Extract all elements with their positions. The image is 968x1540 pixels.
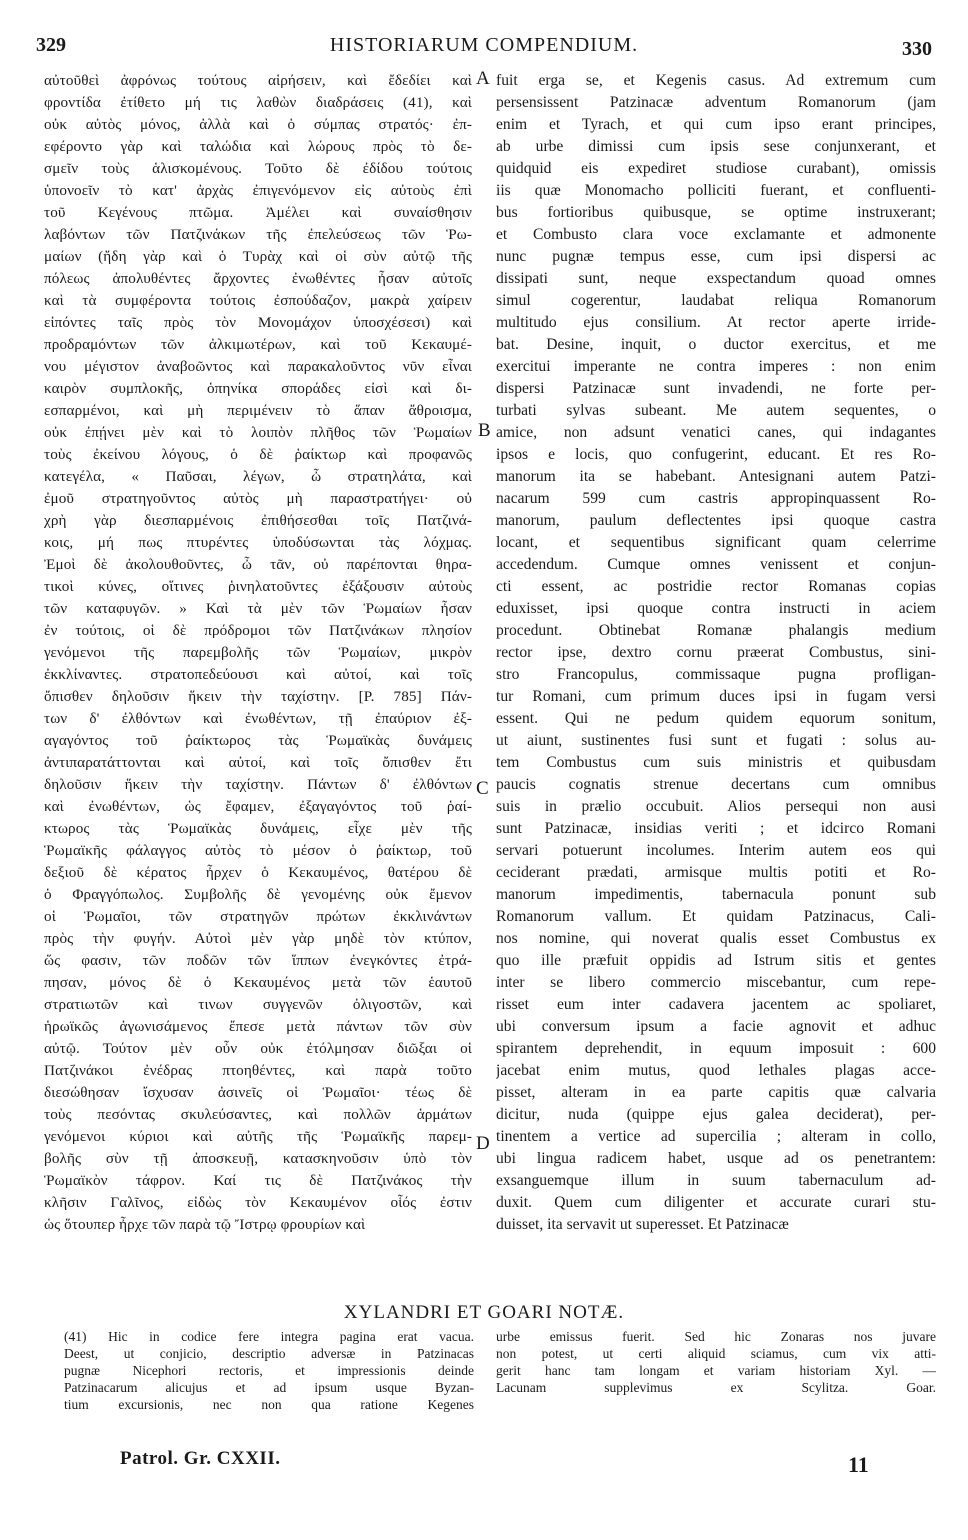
latin-text-line: dispersi Patzinacæ sunt invadendi, ne forte per-	[496, 380, 936, 397]
greek-text-line: τοὺς ἐκείνου λόγους, ὁ δὲ ῥαίκτωρ καὶ προφανῶς	[44, 446, 472, 463]
latin-text-line: ubi conversum ipsum a facie agnovit et adhuc	[496, 1018, 936, 1035]
note-line: gerit hanc tam longam et variam historiam Xyl. —	[496, 1363, 936, 1378]
greek-text-line: κλῆσιν Γαλῖνος, εἰδὼς τὸν Κεκαυμένον οἷός ἐστιν	[44, 1194, 472, 1211]
latin-text-line: turbati sylvas subeant. Me autem sequentes, o	[496, 402, 936, 419]
greek-text-line: καιρὸν συμπλοκῆς, ὁπηνίκα σποράδες εἰσὶ καὶ δι-	[44, 380, 472, 397]
greek-text-line: πησαν, μόνος δὲ ὁ Κεκαυμένος μετὰ τῶν ἑαυτοῦ	[44, 974, 472, 991]
latin-text-line: spirantem deprehendit, in equum imposuit : 600	[496, 1040, 936, 1057]
note-line: pugnæ Nicephori rectoris, et impressionis deinde	[64, 1363, 474, 1378]
latin-text-line: nunc pugnæ tempus esse, cum ipsi dispersi ac	[496, 248, 936, 265]
latin-text-line: bat. Desine, inquit, o ductor exercitus, et me	[496, 336, 936, 353]
note-line: Patzinacarum alicujus et ad ipsum usque Byzan-	[64, 1380, 474, 1395]
greek-text-line: γενόμενοι κύριοι καὶ αὐτῆς τῆς Ῥωμαϊκῆς παρεμ-	[44, 1128, 472, 1145]
note-line: Lacunam supplevimus ex Scylitza. Goar.	[496, 1380, 936, 1395]
latin-text-line: manorum, paulum deflectentes ipsi quoque castra	[496, 512, 936, 529]
latin-text-line: locant, et sequentibus significant quam celerrime	[496, 534, 936, 551]
greek-text-line: λαβόντων τῶν Πατζινάκων τῆς ἐπελεύσεως τῶν Ῥω-	[44, 226, 472, 243]
greek-text-line: εἰπόντες ταῖς πρὸς τὸν Μονομάχον ὑποσχέσεσι) καὶ	[44, 314, 472, 331]
latin-text-line: exsanguemque illum in suum tabernaculum ad-	[496, 1172, 936, 1189]
running-header	[0, 34, 968, 64]
latin-text-line: risset eum inter cadavera jacentem ac spoliaret,	[496, 996, 936, 1013]
greek-text-line: βολῆς σὺν τῇ ἀποσκευῇ, κατασκηνοῦσιν ὑπὸ τὸν	[44, 1150, 472, 1167]
latin-text-line: iis quæ Monomacho polliciti fuerant, et confluenti-	[496, 182, 936, 199]
greek-text-line: εσπαρμένοι, καὶ μὴ περιμένειν τὸ ἅπαν ἄθροισμα,	[44, 402, 472, 419]
greek-text-line: οἱ Ῥωμαῖοι, τῶν στρατηγῶν πρώτων ἐκκλινάντων	[44, 908, 472, 925]
latin-text-line: ubi lingua radicem habet, usque ad os penetrantem:	[496, 1150, 936, 1167]
greek-text-line: αγαγόντος τοῦ ῥαίκτωρος τὰς Ῥωμαϊκὰς δυνάμεις	[44, 732, 472, 749]
latin-text-column	[496, 70, 936, 1236]
greek-text-line: Ῥωμαϊκὸν τάφρον. Καί τις δὲ Πατζινάκος τὴν	[44, 1172, 472, 1189]
greek-text-line: τῶν καταφυγῶν. » Καὶ τὰ μὲν τῶν Ῥωμαίων ἦσαν	[44, 600, 472, 617]
greek-text-line: χρὴ γὰρ διεσπαρμένοις ἐπιθήσεσθαι τοῖς Πατζινά-	[44, 512, 472, 529]
greek-text-line: εφέροντο γὰρ καὶ ταλώδια καὶ λώρους πρὸς τὸ δε-	[44, 138, 472, 155]
note-line: tium excursionis, nec non qua ratione Kegenes	[64, 1397, 474, 1412]
latin-text-line: bus fortioribus quibusque, se optime instruxerant;	[496, 204, 936, 221]
greek-text-line: καὶ ἐνωθέντων, ὡς ἔφαμεν, ἐξαγαγόντος τοῦ ῥαί-	[44, 798, 472, 815]
latin-text-line: tur Romani, cum primum duces ipsi in fugam versi	[496, 688, 936, 705]
greek-text-line: Πατζινάκοι ἐνέδρας πτοηθέντες, καὶ παρὰ τοῦτο	[44, 1062, 472, 1079]
latin-text-line: jacebat enim mutus, quod lethales plagas acce-	[496, 1062, 936, 1079]
latin-text-line: exercitui imperante ne contra imperes : non enim	[496, 358, 936, 375]
latin-text-line: suis in prælio occubuit. Alios persequi non ausi	[496, 798, 936, 815]
greek-text-line: φροντίδα ἐτίθετο μή τις λαθὼν διαδράσεις (41), καὶ	[44, 94, 472, 111]
latin-text-line: tem Combustus cum suis ministris et quibusdam	[496, 754, 936, 771]
latin-text-line: manorum ita se habebant. Antesignani autem Patzi-	[496, 468, 936, 485]
greek-text-line: ὁ Φραγγόπωλος. Συμβολῆς δὲ γενομένης οὐκ ἔμενον	[44, 886, 472, 903]
latin-text-line: amice, non adsunt venatici canes, qui indagantes	[496, 424, 936, 441]
greek-text-line: διεσώθησαν ἴσχυσαν ἀσινεῖς οἱ Ῥωμαῖοι· τέως δὲ	[44, 1084, 472, 1101]
latin-text-line: accedendum. Cumque omnes venissent et conjun-	[496, 556, 936, 573]
latin-text-line: servari potuerunt incolumes. Interim autem eos qui	[496, 842, 936, 859]
notes-left-column	[64, 1328, 474, 1413]
section-marker-d: D	[476, 1133, 490, 1154]
latin-text-line: eduxisset, ipsi quoque contra instructi in aciem	[496, 600, 936, 617]
greek-text-line: σμεῖν τοὺς ἁλισκομένους. Τοῦτο δὲ ἐδίδου τούτοις	[44, 160, 472, 177]
greek-text-line: πόλεως ἀπολυθέντες ἄρχοντες ἐνωθέντες ἦσαν αὐτοῖς	[44, 270, 472, 287]
latin-text-line: procedunt. Obtinebat Romanæ phalangis medium	[496, 622, 936, 639]
greek-text-line: ὡς ὅτουπερ ἦρχε τῶν παρὰ τῷ Ἴστρῳ φρουρίων καὶ	[44, 1216, 366, 1233]
greek-text-line: οὐκ αὐτὸς μόνος, ἀλλὰ καὶ ὁ σύμπας στρατός· ἐπ-	[44, 116, 472, 133]
notes-right-column	[496, 1328, 936, 1396]
greek-text-line: ἐκκλίναντες. στρατοπεδεύουσι καὶ αὐτοί, καὶ τοῖς	[44, 666, 472, 683]
greek-text-line: κατεγέλα, « Παῦσαι, λέγων, ὦ στρατηλάτα, καὶ	[44, 468, 472, 485]
latin-text-line: ipsos e locis, quo confugerint, educant. Et res Ro-	[496, 446, 936, 463]
latin-text-line: fuit erga se, et Kegenis casus. Ad extremum cum	[496, 72, 936, 89]
latin-text-line: rector ipse, dextro cornu præerat Combustus, sini-	[496, 644, 936, 661]
greek-text-line: οὐκ ἐπῄνει μὲν καὶ τὸ λοιπὸν πλῆθος τῶν Ῥωμαίων	[44, 424, 472, 441]
greek-text-column	[44, 70, 472, 1236]
latin-text-line: manorum impedimentis, tabernacula ponunt sub	[496, 886, 936, 903]
latin-text-line: ceciderant prædati, armisque multis potiti et Ro-	[496, 864, 936, 881]
greek-text-line: δεξιοῦ δὲ κέρατος ἦρχεν ὁ Κεκαυμένος, θατέρου δὲ	[44, 864, 472, 881]
footer-sheet-number: 11	[848, 1452, 869, 1477]
greek-text-line: τικοὶ κύνες, οἵτινες ῥινηλατοῦντες ἐξάξουσιν αὐτοὺς	[44, 578, 472, 595]
greek-text-line: ἡρωϊκῶς ἀγωνισάμενος ἔπεσε μετὰ πάντων τῶν σὺν	[44, 1018, 472, 1035]
greek-text-line: των δ' ἐλθόντων καὶ ἐνωθέντων, τῇ ἐπαύριον ἐξ-	[44, 710, 472, 727]
greek-text-line: ἐν τούτοις, οἱ δὲ πρόδρομοι τῶν Πατζινάκων πλησίον	[44, 622, 472, 639]
section-marker-c: C	[476, 778, 489, 799]
latin-text-line: duisset, ita servavit ut superesset. Et Patzinacæ	[496, 1216, 789, 1233]
section-marker-b: B	[478, 420, 491, 441]
greek-text-line: δηλοῦσιν ἥκειν τὴν ταχίστην. Πάντων δ' ἐλθόντων	[44, 776, 472, 793]
latin-text-line: cti essent, ac postridie rector Romanas copias	[496, 578, 936, 595]
latin-text-line: quo ille præfuit oppidis ad Istrum sitis et gentes	[496, 952, 936, 969]
note-line: Deest, ut conjicio, descriptio adversæ in Patzinacas	[64, 1346, 474, 1361]
latin-text-line: stro Francopulus, commissaque pugna profligan-	[496, 666, 936, 683]
note-line: non potest, ut certi aliquid sciamus, cum vix atti-	[496, 1346, 936, 1361]
latin-text-line: et Combusto clara voce exclamante et admonente	[496, 226, 936, 243]
section-marker-a: A	[476, 68, 490, 89]
greek-text-line: ἐμοῦ στρατηγοῦντος αὐτὸς μὴ παραστρατήγει· οὐ	[44, 490, 472, 507]
latin-text-line: enim et Tyrach, et qui cum ipso erant principes,	[496, 116, 936, 133]
note-line: urbe emissus fuerit. Sed hic Zonaras nos juvare	[496, 1329, 936, 1344]
greek-text-line: τοὺς πεσόντας σκυλεύσαντες, καὶ πολλῶν ἁρμάτων	[44, 1106, 472, 1123]
latin-text-line: ab urbe dimissi cum ipsis sese conjunxerant, et	[496, 138, 936, 155]
page-number-right: 330	[902, 38, 932, 60]
latin-text-line: duxit. Quem cum diligenter et accurate curari stu-	[496, 1194, 936, 1211]
latin-text-line: paucis cognatis strenue decertans cum omnibus	[496, 776, 936, 793]
latin-text-line: dissipati sunt, neque exspectandum quoad omnes	[496, 270, 936, 287]
latin-text-line: nacarum 599 cum castris appropinquassent Ro-	[496, 490, 936, 507]
greek-text-line: αὐτῷ. Τούτον μὲν οὖν οὐκ ἐτόλμησαν διῶξαι οἱ	[44, 1040, 472, 1057]
greek-text-line: Ἐμοὶ δὲ ἀκολουθοῦντες, ὦ τᾶν, οὐ παρέπονται θηρα-	[44, 556, 472, 573]
latin-text-line: ut aiunt, sustinentes fusi sunt et fugati : solus au-	[496, 732, 936, 749]
greek-text-line: αὐτοῦθεὶ ἀφρόνως τούτους αἱρήσειν, καὶ ἔδεδίει καὶ	[44, 72, 472, 89]
greek-text-line: προδραμόντων τῶν ἀλκιμωτέρων, καὶ τοῦ Κεκαυμέ-	[44, 336, 472, 353]
greek-text-line: στρατιωτῶν καὶ τινων συγγενῶν ὀλιγοστῶν, καὶ	[44, 996, 472, 1013]
latin-text-line: inter se libero commercio miscebantur, cum repe-	[496, 974, 936, 991]
latin-text-line: nos nomine, qui noverat qualis esset Combustus ex	[496, 930, 936, 947]
greek-text-line: νου μέγιστον ἀναβοῶντος καὶ παρακαλοῦντος νῦν εἶναι	[44, 358, 472, 375]
running-title: HISTORIARUM COMPENDIUM.	[329, 34, 639, 56]
latin-text-line: persensissent Patzinacæ adventum Romanorum (jam	[496, 94, 936, 111]
latin-text-line: multitudo ejus consilium. At rector aperte irride-	[496, 314, 936, 331]
greek-text-line: καὶ τὰ συμφέροντα τούτοις ἐσπούδαζον, μακρὰ χαίρειν	[44, 292, 472, 309]
footer-signature: Patrol. Gr. CXXII.	[120, 1448, 281, 1469]
greek-text-line: τοῦ Κεγένους πτῶμα. Ἀμέλει καὶ συναίσθησιν	[44, 204, 472, 221]
latin-text-line: quidquid eis expediret studiose curabant), omissis	[496, 160, 936, 177]
notes-heading: XYLANDRI ET GOARI NOTÆ.	[343, 1302, 625, 1323]
page-number-left: 329	[36, 34, 66, 56]
greek-text-line: ὄπισθεν δηλοῦσιν ἥκειν τὴν ταχίστην. [P. 785] Πάν-	[44, 688, 472, 705]
latin-text-line: Romanorum vallum. Et quidam Patzinacus, Cali-	[496, 908, 936, 925]
latin-text-line: dicitur, nuda (quippe ejus galea deciderat), per-	[496, 1106, 936, 1123]
latin-text-line: essent. Qui ne pedum quidem equorum sonitum,	[496, 710, 936, 727]
latin-text-line: simul cogerentur, laudabat reliqua Romanorum	[496, 292, 936, 309]
greek-text-line: μαίων (ἤδη γὰρ καὶ ὁ Τυρὰχ καὶ οἱ σὺν αὐτῷ τῆς	[44, 248, 472, 265]
greek-text-line: κοις, μή πως πτυρέντες ὑποδύσωνται τὰς λόχμας.	[44, 534, 472, 551]
latin-text-line: pisset, alteram in ea parte capitis quæ calvaria	[496, 1084, 936, 1101]
greek-text-line: γενόμενοι τῆς παρεμβολῆς τῶν Ῥωμαίων, μικρὸν	[44, 644, 472, 661]
note-line: (41) Hic in codice fere integra pagina erat vacua.	[64, 1329, 474, 1344]
greek-text-line: κτωρος τὰς Ῥωμαϊκὰς δυνάμεις, εἶχε μὲν τῆς	[44, 820, 472, 837]
latin-text-line: tinentem a vertice ad supercilia ; alteram in collo,	[496, 1128, 936, 1145]
greek-text-line: ὑπονοεῖν τὸ κατ' ἀρχὰς ἐπιγενόμενον εἰς αὐτοὺς ἐπὶ	[44, 182, 472, 199]
greek-text-line: πρὸς τὴν φυγήν. Αὐτοὶ μὲν γὰρ μηδὲ τὸν κτύπον,	[44, 930, 472, 947]
greek-text-line: Ῥωμαϊκῆς φάλαγγος αὐτὸς τὸ μέσον ὁ ῥαίκτωρ, τοῦ	[44, 842, 472, 859]
greek-text-line: ἀντιπαρατάττονται καὶ αὐτοί, καὶ τοῖς ὄπισθεν ἔτι	[44, 754, 472, 771]
greek-text-line: ὥς φασιν, τῶν ποδῶν τῶν ἵππων ἐνεγκόντες ἐτρά-	[44, 952, 472, 969]
latin-text-line: sunt Patzinacæ, insidias veriti ; et idcirco Romani	[496, 820, 936, 837]
